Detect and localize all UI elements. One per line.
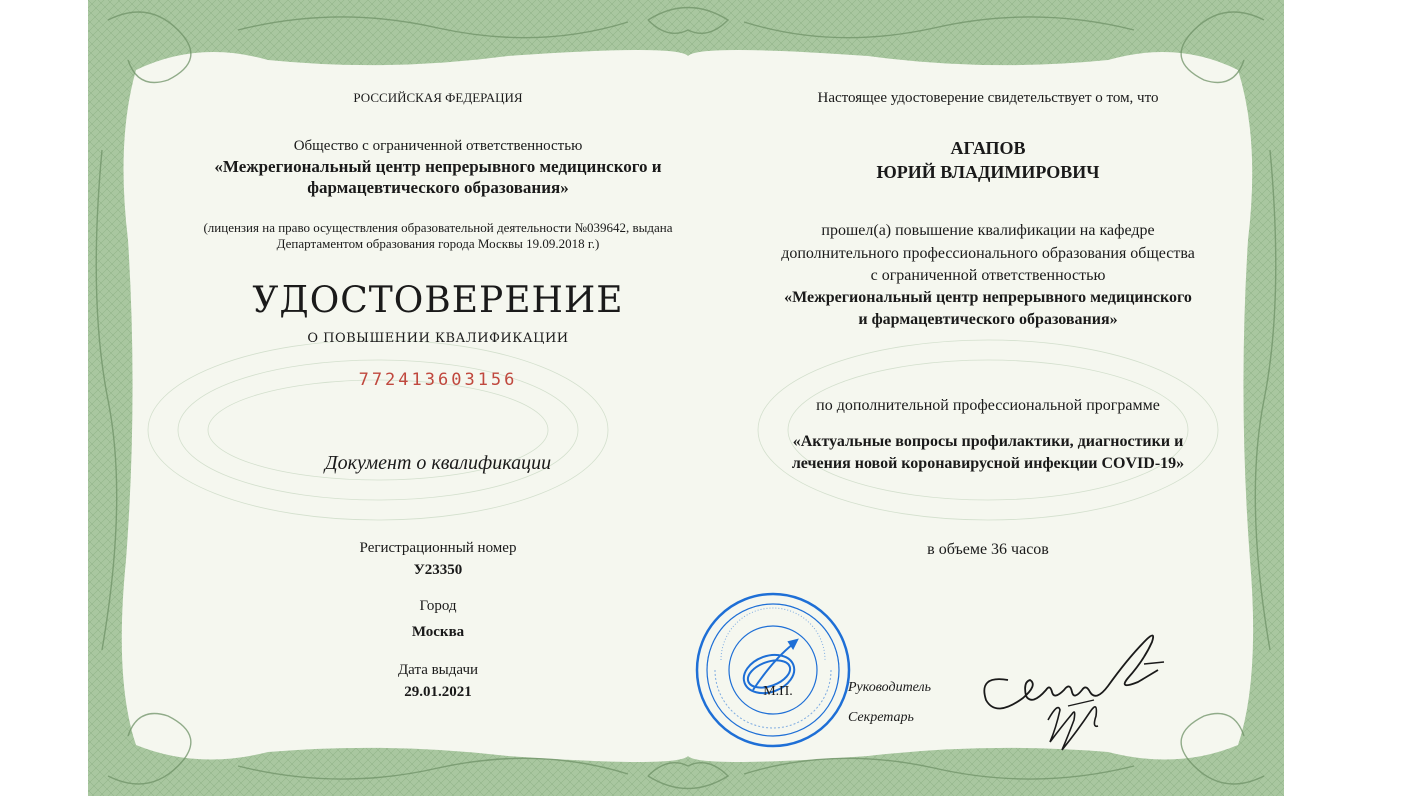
license-line-2: Департаментом образования города Москвы 19.09.2018 г.) (276, 236, 600, 251)
body-line-4: «Межрегиональный центр непрерывного медицинского (784, 289, 1192, 306)
city-label: Город (419, 598, 457, 614)
secretary-signature (1038, 680, 1118, 760)
org-type: Общество с ограниченной ответственностью (293, 138, 583, 154)
issue-date-label: Дата выдачи (397, 662, 479, 678)
volume-hours: в объеме 36 часов (927, 541, 1049, 558)
program-label: по дополнительной профессиональной программе (816, 397, 1160, 414)
registration-label: Регистрационный номер (359, 540, 517, 556)
serial-number: 772413603156 (358, 370, 518, 390)
country-label: РОССИЙСКАЯ ФЕДЕРАЦИЯ (353, 90, 523, 105)
license-line-1: (лицензия на право осуществления образовательной деятельности №039642, выдана (203, 220, 673, 235)
city-value: Москва (411, 624, 465, 640)
secretary-label: Секретарь (848, 710, 914, 725)
org-name-line-1: «Межрегиональный центр непрерывного медицинского и (214, 157, 662, 176)
document-subtitle: О ПОВЫШЕНИИ КВАЛИФИКАЦИИ (307, 331, 569, 346)
certificate (88, 0, 1284, 796)
issue-date-value: 29.01.2021 (404, 684, 472, 700)
organization-stamp (693, 590, 853, 750)
org-name-line-2: фармацевтического образования» (307, 178, 569, 197)
program-title-line-2: лечения новой коронавирусной инфекции COVID-19» (791, 455, 1185, 472)
seal-place-label: М.П. (763, 684, 793, 699)
head-label: Руководитель (848, 680, 932, 695)
program-title-line-1: «Актуальные вопросы профилактики, диагностики и (792, 433, 1184, 450)
document-type: Документ о квалификации (324, 452, 552, 474)
body-line-1: прошел(а) повышение квалификации на кафедре (821, 222, 1155, 239)
body-line-2: дополнительного профессионального образования общества (781, 245, 1195, 262)
recipient-surname: АГАПОВ (950, 138, 1026, 158)
document-title: УДОСТОВЕРЕНИЕ (252, 280, 624, 321)
body-line-3: с ограниченной ответственностью (870, 267, 1106, 284)
registration-value: У23350 (413, 562, 463, 578)
body-line-5: и фармацевтического образования» (858, 311, 1118, 328)
intro-text: Настоящее удостоверение свидетельствует о том, что (817, 90, 1159, 106)
recipient-given-names: ЮРИЙ ВЛАДИМИРОВИЧ (876, 162, 1100, 182)
